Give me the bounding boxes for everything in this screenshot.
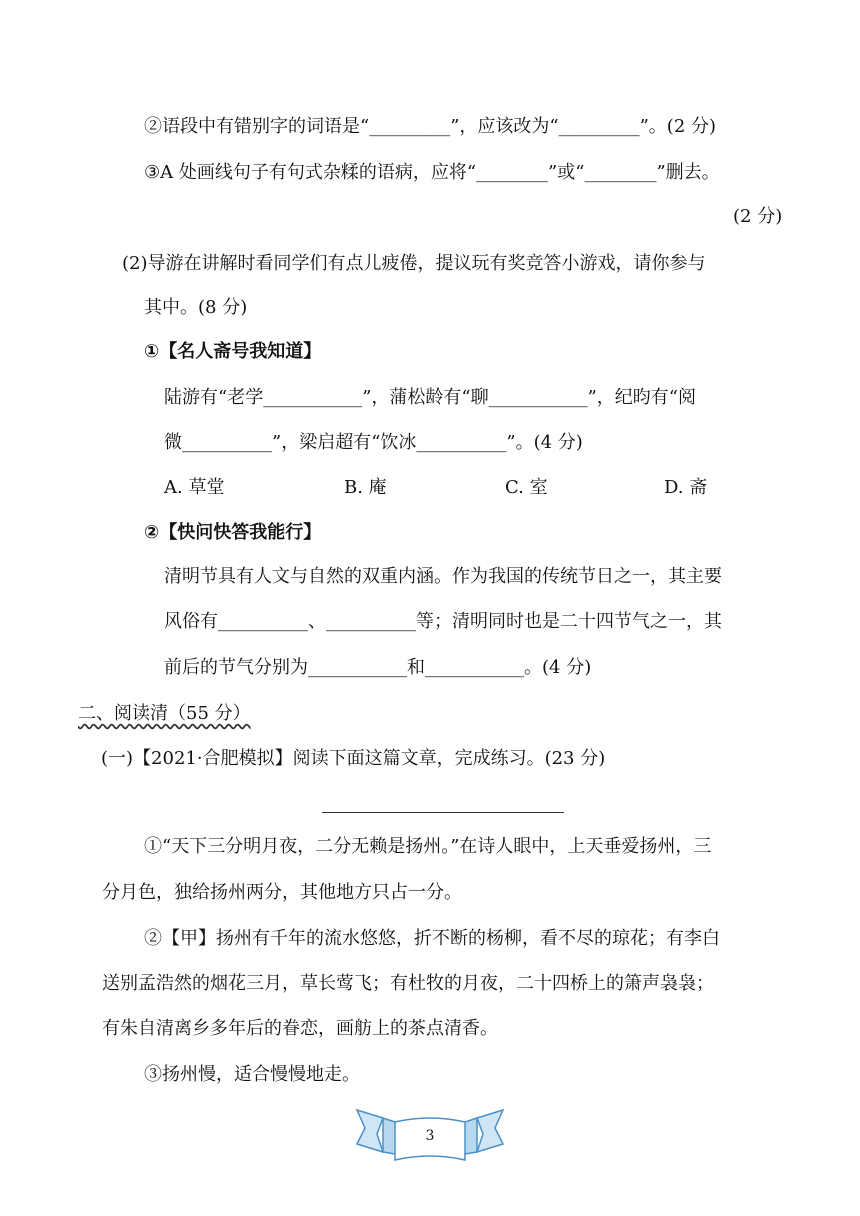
subsection-heading-1: ①【名人斋号我知道】 [144,341,322,362]
reading-intro: (一)【2021·合肥模拟】阅读下面这篇文章，完成练习。(23 分) [101,748,606,769]
studio-name-line-2: 微__________”，梁启超有“饮冰__________”。(4 分) [164,432,583,453]
qingming-line-1: 清明节具有人文与自然的双重内涵。作为我国的传统节日之一，其主要 [164,566,722,587]
question-3-score: (2 分) [733,206,783,227]
question-2-intro: (2)导游在讲解时看同学们有点儿疲倦，提议玩有奖竞答小游戏，请你参与 [122,253,706,274]
page-number: 3 [425,1128,435,1144]
question-3-line: ③A 处画线句子有句式杂糅的语病，应将“________”或“________”删去。 [144,162,720,183]
option-c: C. 室 [505,477,548,498]
option-a: A. 草堂 [164,477,225,498]
paragraph-2-line-2: 送别孟浩然的烟花三月，草长莺飞；有杜牧的月夜，二十四桥上的箫声袅袅； [102,973,714,994]
paragraph-1-line-2: 分月色，独给扬州两分，其他地方只占一分。 [102,882,462,903]
paragraph-2-line-1: ②【甲】扬州有千年的流水悠悠，折不断的杨柳，看不尽的琼花；有李白 [144,928,720,949]
option-b: B. 庵 [344,477,387,498]
question-2-intro-cont: 其中。(8 分) [144,297,248,318]
subsection-heading-2: ②【快问快答我能行】 [144,522,322,543]
paragraph-2-line-3: 有朱自清离乡多年后的眷恋，画舫上的茶点清香。 [102,1018,498,1039]
paragraph-1-line-1: ①“天下三分明月夜，二分无赖是扬州。”在诗人眼中，上天垂爱扬州，三 [144,836,712,857]
qingming-line-3: 前后的节气分别为___________和___________。(4 分) [164,657,592,678]
option-d: D. 斋 [664,477,708,498]
studio-name-line-1: 陆游有“老学___________”，蒲松龄有“聊___________”，纪昀有“阅 [164,387,697,408]
paragraph-3-line-1: ③扬州慢，适合慢慢地走。 [144,1064,360,1085]
qingming-line-2: 风俗有__________、__________等；清明同时也是二十四节气之一，其 [164,611,722,632]
blank-title-line [322,812,564,813]
section-heading: 二、阅读清（55 分） [78,703,251,724]
question-2-line: ②语段中有错别字的词语是“_________”，应该改为“_________”。(2 分) [144,116,717,137]
